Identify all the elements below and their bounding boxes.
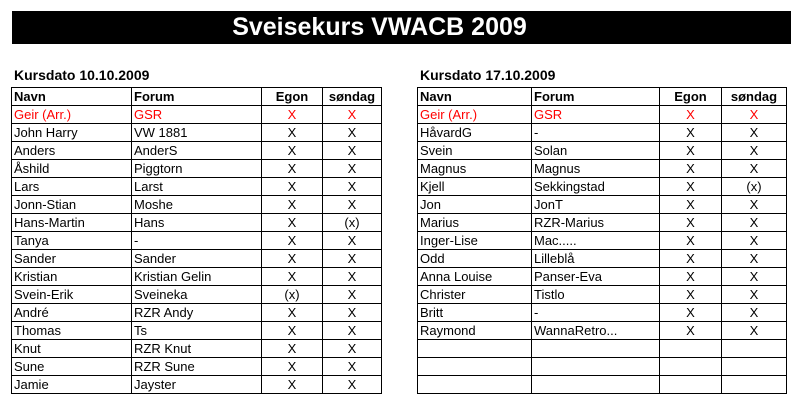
cell-navn [418,358,532,376]
cell-forum [532,358,660,376]
cell-navn: Jonn-Stian [12,196,132,214]
table-row [418,124,787,142]
cell-forum: RZR Knut [132,340,262,358]
cell-navn: Marius [418,214,532,232]
cell-sondag: X [323,358,382,376]
cell-egon: X [660,268,722,286]
table-row [12,358,382,376]
cell-sondag: (x) [722,178,787,196]
cell-sondag: X [323,322,382,340]
cell-navn: John Harry [12,124,132,142]
table-row [418,322,787,340]
cell-forum: - [132,232,262,250]
table-row [418,340,787,358]
cell-navn: Odd [418,250,532,268]
cell-forum: RZR-Marius [532,214,660,232]
cell-navn: Geir (Arr.) [12,106,132,124]
cell-navn: Raymond [418,322,532,340]
cell-egon: X [262,214,323,232]
cell-forum [532,376,660,394]
table-row [418,304,787,322]
cell-egon: X [660,250,722,268]
cell-forum: - [532,304,660,322]
page-title: Sveisekurs VWACB 2009 [232,13,527,41]
table-row [12,160,382,178]
cell-forum: VW 1881 [132,124,262,142]
cell-forum: RZR Sune [132,358,262,376]
cell-sondag: X [722,286,787,304]
table-row [418,232,787,250]
cell-sondag: X [722,196,787,214]
cell-forum [532,340,660,358]
cell-sondag: X [323,304,382,322]
table-row [418,376,787,394]
cell-navn: Thomas [12,322,132,340]
cell-egon: X [262,160,323,178]
cell-sondag: X [722,322,787,340]
cell-forum: Panser-Eva [532,268,660,286]
cell-sondag: X [323,232,382,250]
cell-forum: Solan [532,142,660,160]
column-header-egon: Egon [660,88,722,106]
table-row [418,106,787,124]
cell-forum: Sekkingstad [532,178,660,196]
cell-egon: X [262,322,323,340]
cell-sondag: X [323,160,382,178]
cell-navn: Geir (Arr.) [418,106,532,124]
participant-table-2 [417,87,787,394]
course-heading-1: Kursdato 10.10.2009 [14,67,150,83]
cell-forum: Magnus [532,160,660,178]
cell-navn: Åshild [12,160,132,178]
cell-navn [418,340,532,358]
cell-sondag: X [323,340,382,358]
cell-sondag: X [722,142,787,160]
table-row [12,376,382,394]
cell-egon: X [660,142,722,160]
course-heading-2: Kursdato 17.10.2009 [420,67,556,83]
cell-forum: Jayster [132,376,262,394]
column-header-forum: Forum [132,88,262,106]
cell-forum: RZR Andy [132,304,262,322]
column-header-sondag: søndag [722,88,787,106]
column-header-forum: Forum [532,88,660,106]
cell-sondag: X [323,178,382,196]
cell-sondag: X [323,196,382,214]
cell-navn: Anders [12,142,132,160]
cell-forum: - [532,124,660,142]
cell-forum: GSR [132,106,262,124]
cell-egon: X [262,304,323,322]
cell-sondag [722,358,787,376]
cell-forum: Piggtorn [132,160,262,178]
cell-sondag: X [722,106,787,124]
cell-forum: Hans [132,214,262,232]
table-row [12,232,382,250]
cell-forum: Ts [132,322,262,340]
cell-egon: X [660,304,722,322]
cell-navn: Anna Louise [418,268,532,286]
cell-forum: Kristian Gelin [132,268,262,286]
cell-navn: Svein [418,142,532,160]
cell-egon [660,340,722,358]
cell-sondag: X [722,214,787,232]
column-header-egon: Egon [262,88,323,106]
cell-navn: Inger-Lise [418,232,532,250]
table-row [418,196,787,214]
cell-navn: Hans-Martin [12,214,132,232]
cell-forum: JonT [532,196,660,214]
cell-forum: Mac..... [532,232,660,250]
table-row [418,268,787,286]
cell-forum: GSR [532,106,660,124]
cell-egon [660,358,722,376]
cell-navn: Magnus [418,160,532,178]
cell-egon [660,376,722,394]
table-row [418,214,787,232]
cell-sondag: X [323,286,382,304]
cell-egon: X [262,124,323,142]
table-row [418,250,787,268]
cell-navn: Tanya [12,232,132,250]
cell-egon: X [660,124,722,142]
cell-egon: X [660,196,722,214]
cell-sondag: (x) [323,214,382,232]
cell-navn: Sune [12,358,132,376]
cell-egon: X [262,358,323,376]
table-row [12,304,382,322]
table-row [12,286,382,304]
cell-forum: Sveineka [132,286,262,304]
cell-egon: X [262,142,323,160]
table-row [418,286,787,304]
cell-egon: X [660,178,722,196]
cell-egon: X [262,178,323,196]
cell-egon: X [262,268,323,286]
cell-egon: (x) [262,286,323,304]
cell-navn: Jon [418,196,532,214]
cell-navn: André [12,304,132,322]
cell-sondag: X [722,124,787,142]
table-row [12,106,382,124]
cell-navn: Sander [12,250,132,268]
table-row [12,178,382,196]
cell-navn: Britt [418,304,532,322]
cell-sondag: X [722,250,787,268]
cell-forum: Sander [132,250,262,268]
cell-sondag: X [722,160,787,178]
column-header-navn: Navn [12,88,132,106]
cell-egon: X [262,250,323,268]
page-title-banner [12,11,791,44]
cell-egon: X [262,196,323,214]
table-row [12,124,382,142]
cell-egon: X [660,214,722,232]
cell-sondag: X [323,376,382,394]
cell-egon: X [262,376,323,394]
table-header-row [12,88,382,106]
cell-forum: Larst [132,178,262,196]
table-row [12,196,382,214]
table-row [418,160,787,178]
cell-sondag: X [323,250,382,268]
cell-navn [418,376,532,394]
table-row [12,322,382,340]
cell-navn: Kjell [418,178,532,196]
cell-forum: Tistlo [532,286,660,304]
cell-sondag: X [323,142,382,160]
cell-egon: X [660,286,722,304]
column-header-navn: Navn [418,88,532,106]
cell-sondag: X [323,268,382,286]
participant-table-1 [11,87,382,394]
cell-navn: Christer [418,286,532,304]
cell-forum: Moshe [132,196,262,214]
cell-forum: Lilleblå [532,250,660,268]
cell-sondag: X [323,124,382,142]
cell-navn: HåvardG [418,124,532,142]
cell-navn: Jamie [12,376,132,394]
cell-sondag [722,340,787,358]
cell-egon: X [660,106,722,124]
table-row [418,178,787,196]
cell-sondag: X [722,232,787,250]
cell-forum: AnderS [132,142,262,160]
cell-egon: X [660,322,722,340]
table-row [418,358,787,376]
cell-egon: X [262,232,323,250]
table-row [418,142,787,160]
cell-egon: X [262,340,323,358]
table-row [12,142,382,160]
cell-navn: Svein-Erik [12,286,132,304]
table-row [12,250,382,268]
table-row [12,214,382,232]
cell-sondag: X [722,268,787,286]
cell-navn: Lars [12,178,132,196]
cell-navn: Knut [12,340,132,358]
cell-egon: X [660,232,722,250]
table-row [12,268,382,286]
cell-egon: X [262,106,323,124]
cell-egon: X [660,160,722,178]
table-header-row [418,88,787,106]
cell-sondag: X [722,304,787,322]
cell-sondag [722,376,787,394]
column-header-sondag: søndag [323,88,382,106]
cell-forum: WannaRetro... [532,322,660,340]
cell-sondag: X [323,106,382,124]
table-row [12,340,382,358]
cell-navn: Kristian [12,268,132,286]
